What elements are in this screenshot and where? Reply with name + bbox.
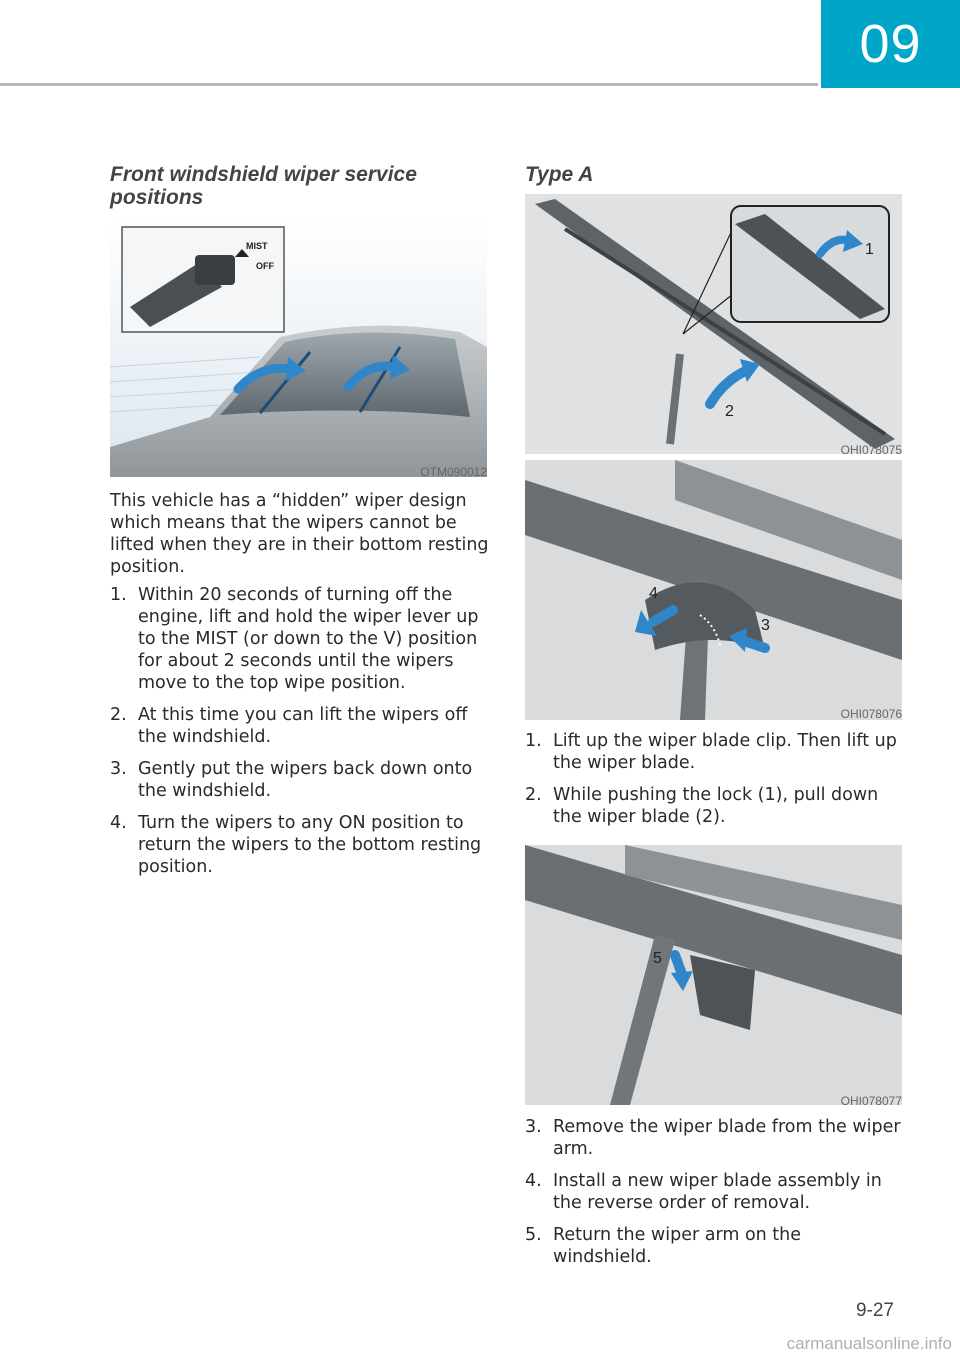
chapter-tab [821,0,960,88]
page-number: 9-27 [855,1300,894,1321]
list-item: 4. Turn the wipers to any ON position to return the wipers to the bottom resting position. [110,813,482,877]
blade-removal-illustration [525,845,902,1105]
section-title-line1: Front windshield wiper service [110,163,417,186]
figure-blade-removal [525,845,902,1105]
list-item: 2. While pushing the lock (1), pull down the wiper blade (2). [525,785,879,827]
lock-push-illustration [525,460,902,720]
list-item: 1. Lift up the wiper blade clip. Then lift up the wiper blade. [525,731,897,773]
watermark: carmanualsonline.info [786,1334,952,1353]
figure-code: OTM090012 [420,465,487,479]
right-steps-list-b [525,1116,905,1278]
section-title-type-a: Type A [525,163,594,186]
lever-label-off: OFF [256,261,274,271]
header-rule [0,83,818,86]
figure-code: OHI078077 [840,1094,902,1108]
figure-code: OHI078075 [840,443,902,457]
figure-code: OHI078076 [840,707,902,721]
section-title-line2: positions [110,186,204,209]
list-item: 3. Remove the wiper blade from the wiper arm. [525,1117,901,1159]
figure-blade-clip [525,194,902,454]
windshield-illustration [110,217,487,477]
left-steps-list [110,584,490,888]
right-steps-list-a [525,730,905,838]
lever-label-mist: MIST [246,241,268,251]
intro-paragraph: This vehicle has a “hidden” wiper design which means that the wipers cannot be lifted when they are in their bottom resting position. [110,491,489,577]
section-title-service-positions [110,163,490,209]
list-item: 3. Gently put the wipers back down onto the windshield. [110,759,473,801]
callout-1: 1 [865,241,874,258]
figure-wiper-positions [110,217,487,477]
blade-clip-illustration [525,194,902,454]
figure-lock-push [525,460,902,720]
callout-2: 2 [725,403,734,420]
callout-3: 3 [761,617,770,634]
callout-4: 4 [649,585,658,602]
callout-5: 5 [653,950,662,967]
list-item: 2. At this time you can lift the wipers off the windshield. [110,705,468,747]
chapter-number: 09 [859,14,922,74]
list-item: 1. Within 20 seconds of turning off the engine, lift and hold the wiper lever up to the MIST (or down to the V) position for about 2 seconds until the wipers move to the top wipe position. [110,585,479,693]
list-item: 5. Return the wiper arm on the windshield. [525,1225,802,1267]
list-item: 4. Install a new wiper blade assembly in the reverse order of removal. [525,1171,882,1213]
